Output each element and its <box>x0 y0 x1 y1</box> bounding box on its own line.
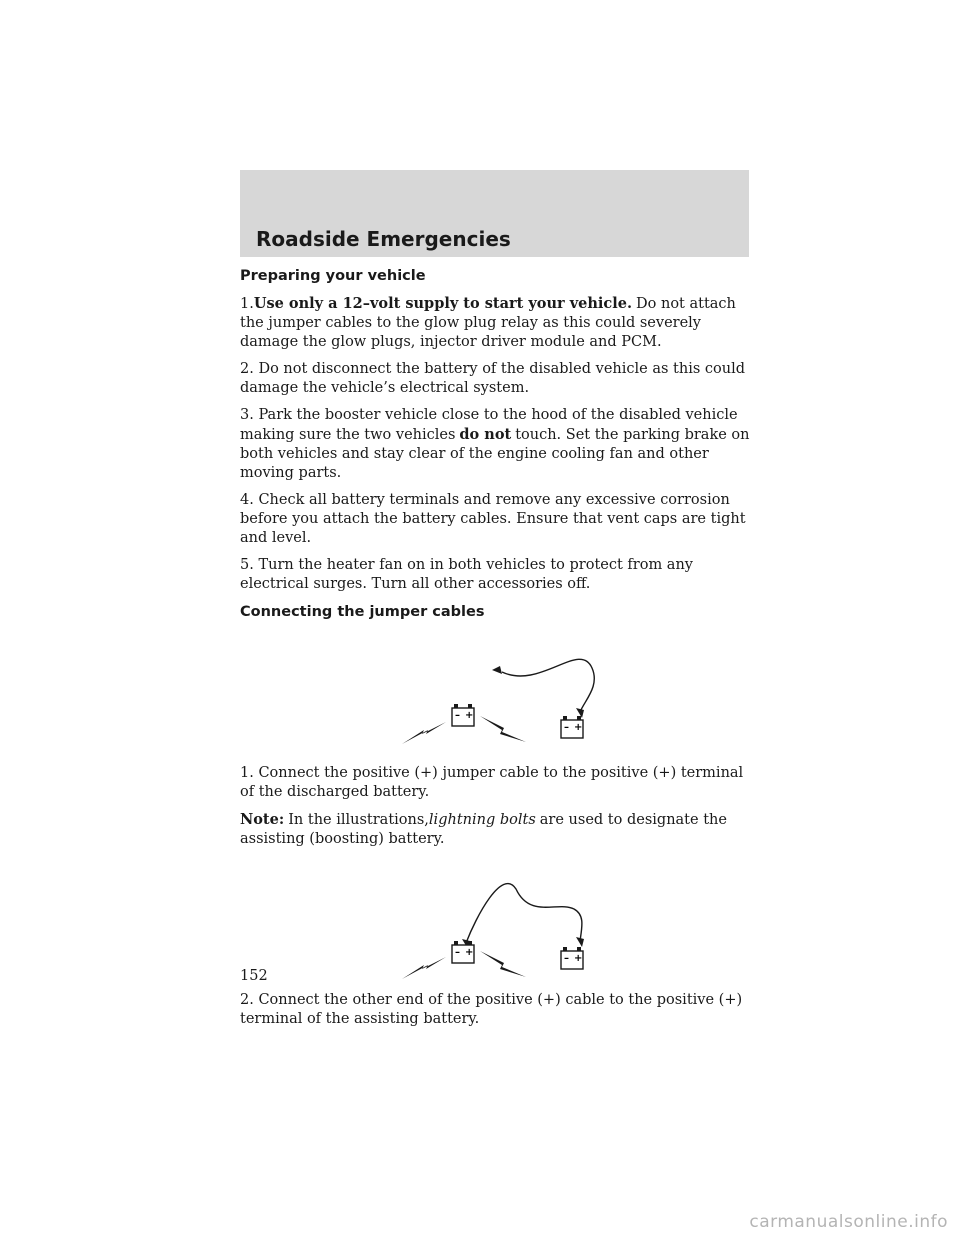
note-label: Note: <box>240 811 285 828</box>
illustration-2-svg <box>240 857 760 985</box>
step-3-emphasis: do not <box>459 426 512 443</box>
page-content <box>240 266 760 1037</box>
battery-plus-label: + <box>574 722 583 733</box>
step-3-text-b: touch. Set the parking brake on both vehicles and stay clear of the engine cooling fan and other moving parts. <box>240 427 750 481</box>
lightning-bolt-icon <box>480 951 526 977</box>
illustration-cable-to-discharged <box>240 630 760 758</box>
note-text-b: are used to designate the assisting (boosting) battery. <box>240 812 727 847</box>
step-2-paragraph: 2. Do not disconnect the battery of the disabled vehicle as this could damage the vehicle’s electrical system. <box>240 361 746 396</box>
battery-minus-label: – <box>455 710 460 721</box>
assisting-battery-icon <box>452 704 474 726</box>
step-1-text: Do not attach the jumper cables to the glow plug relay as this could severely damage the glow plugs, injector driver module and PCM. <box>240 296 736 350</box>
battery-plus-label: + <box>465 710 474 721</box>
connect-step-1-paragraph: 1. Connect the positive (+) jumper cable to the positive (+) terminal of the discharged battery. <box>240 765 744 800</box>
step-1-number: 1. <box>240 296 254 312</box>
page-number: 152 <box>240 968 268 984</box>
illustration-cable-to-assisting <box>240 857 760 985</box>
discharged-battery-icon <box>561 947 583 969</box>
battery-minus-label: – <box>455 947 460 958</box>
cable-clamp-icon <box>492 666 502 674</box>
battery-plus-label: + <box>465 947 474 958</box>
discharged-battery-icon <box>561 716 583 738</box>
step-1-warning: Use only a 12–volt supply to start your vehicle. <box>253 295 633 312</box>
battery-minus-label: – <box>564 722 569 733</box>
section-heading-preparing: Preparing your vehicle <box>240 268 426 284</box>
step-5-paragraph: 5. Turn the heater fan on in both vehicles to protect from any electrical surges. Turn all other accessories off. <box>240 557 693 592</box>
section-heading-connecting: Connecting the jumper cables <box>240 604 485 620</box>
assisting-battery-icon <box>452 941 474 963</box>
jumper-cable-icon <box>502 659 594 712</box>
note-italic: lightning bolts <box>428 812 536 828</box>
note-paragraph <box>240 810 760 849</box>
step-3-text-a: 3. Park the booster vehicle close to the hood of the disabled vehicle making sure the two vehicles <box>240 407 738 443</box>
battery-minus-label: – <box>564 953 569 964</box>
battery-plus-label: + <box>574 953 583 964</box>
illustration-1-svg <box>240 630 760 758</box>
cable-clamp-icon <box>576 937 584 947</box>
page-title: Roadside Emergencies <box>256 227 511 251</box>
lightning-bolt-icon <box>402 722 446 744</box>
step-3-paragraph <box>240 406 760 483</box>
note-text-a: In the illustrations, <box>288 812 429 828</box>
jumper-cable-icon <box>466 884 582 943</box>
watermark: carmanualsonline.info <box>749 1212 948 1232</box>
step-4-paragraph: 4. Check all battery terminals and remove any excessive corrosion before you attach the battery cables. Ensure that vent caps are tight and level. <box>240 492 746 546</box>
lightning-bolt-icon <box>480 716 526 742</box>
lightning-bolt-icon <box>402 957 446 979</box>
connect-step-2-paragraph: 2. Connect the other end of the positive (+) cable to the positive (+) terminal of the assisting battery. <box>240 992 743 1027</box>
header-band <box>240 170 749 257</box>
step-1-paragraph <box>240 294 760 352</box>
